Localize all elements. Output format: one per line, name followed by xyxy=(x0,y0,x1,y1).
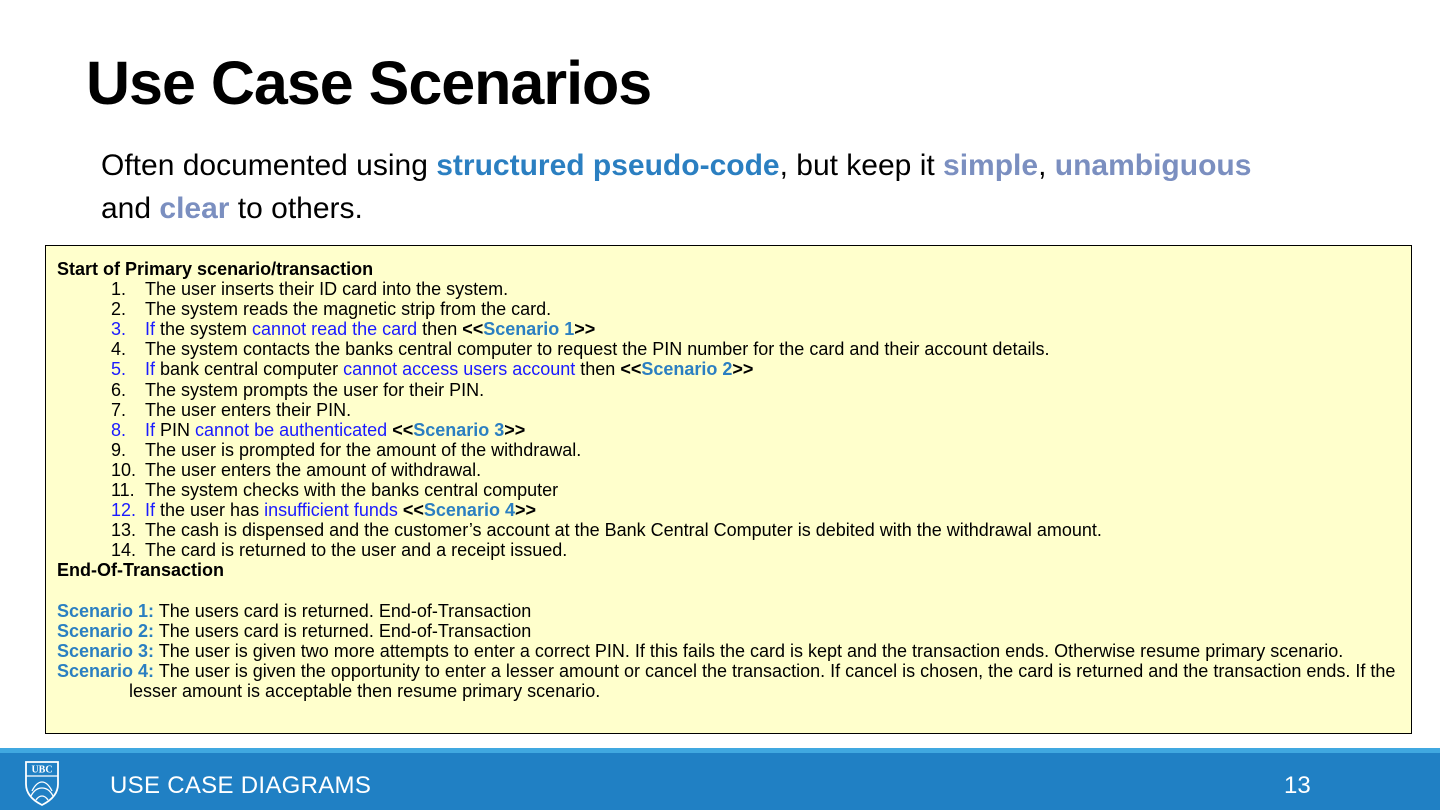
scenario-text: The users card is returned. End-of-Transaction xyxy=(154,620,532,641)
step-text: The user enters their PIN. xyxy=(145,399,352,420)
scenario-step xyxy=(57,279,1400,299)
scenario-step xyxy=(57,299,1400,319)
step-number: 9. xyxy=(111,439,127,460)
scenario-step xyxy=(57,400,1400,420)
step-if: If xyxy=(145,319,156,340)
step-condition: cannot access users account xyxy=(343,359,576,380)
step-text: bank central computer xyxy=(155,359,344,380)
scenario-reference: Scenario 4 xyxy=(423,500,515,521)
step-text: PIN xyxy=(155,419,196,440)
scenario-step-conditional xyxy=(57,420,1400,440)
scenario-step xyxy=(57,520,1400,540)
scenario-step-conditional xyxy=(57,500,1400,520)
step-number: 5. xyxy=(111,359,127,380)
ref-bracket: >> xyxy=(514,500,536,521)
step-text: The user is prompted for the amount of the withdrawal. xyxy=(145,439,582,460)
step-if: If xyxy=(145,500,156,521)
ref-bracket: >> xyxy=(504,419,526,440)
subtitle-text: , xyxy=(1038,149,1055,182)
step-text: The card is returned to the user and a receipt issued. xyxy=(145,540,568,561)
scenario-step xyxy=(57,339,1400,359)
scenario-text: The user is given two more attempts to enter a correct PIN. If this fails the card is kept and the transaction ends. Otherwise resume primary scenario. xyxy=(154,640,1344,661)
step-number: 10. xyxy=(111,459,137,480)
step-number: 14. xyxy=(111,540,137,561)
step-condition: cannot read the card xyxy=(252,319,418,340)
scenario-box xyxy=(45,245,1412,734)
ubc-crest-icon xyxy=(24,760,60,806)
alternate-scenario xyxy=(57,661,1400,701)
scenario-label: Scenario 2: xyxy=(57,620,155,641)
step-condition: cannot be authenticated xyxy=(195,419,388,440)
step-number: 13. xyxy=(111,520,137,541)
ref-bracket: >> xyxy=(732,359,754,380)
step-number: 3. xyxy=(111,319,127,340)
step-condition: insufficient funds xyxy=(264,500,398,521)
scenario-reference: Scenario 3 xyxy=(413,419,505,440)
step-number: 7. xyxy=(111,399,127,420)
subtitle-text: to others. xyxy=(229,192,363,225)
step-number: 12. xyxy=(111,500,137,521)
step-number: 8. xyxy=(111,419,127,440)
ref-bracket: << xyxy=(620,359,642,380)
subtitle-highlight: simple xyxy=(943,149,1039,182)
alternate-scenario xyxy=(57,621,1400,641)
footer-section-title: USE CASE DIAGRAMS xyxy=(110,772,372,799)
step-text: The user inserts their ID card into the system. xyxy=(145,279,509,300)
scenario-step xyxy=(57,480,1400,500)
ref-bracket: << xyxy=(462,319,484,340)
scenario-reference: Scenario 2 xyxy=(641,359,733,380)
scenario-step xyxy=(57,440,1400,460)
step-text: then xyxy=(417,319,463,340)
step-number: 2. xyxy=(111,299,127,320)
ref-bracket: << xyxy=(392,419,414,440)
step-text: The user enters the amount of withdrawal. xyxy=(145,459,482,480)
primary-scenario-end: End-Of-Transaction xyxy=(57,560,225,581)
step-text: The system contacts the banks central computer to request the PIN number for the card and their account details. xyxy=(145,339,1050,360)
slide-title: Use Case Scenarios xyxy=(86,49,652,117)
subtitle-text: , but keep it xyxy=(779,149,944,182)
page-number: 13 xyxy=(1284,772,1311,799)
subtitle-highlight: clear xyxy=(159,192,230,225)
alternate-scenario xyxy=(57,641,1400,661)
ref-bracket: << xyxy=(402,500,424,521)
alternate-scenario xyxy=(57,601,1400,621)
scenario-step-conditional xyxy=(57,319,1400,339)
step-text: The system checks with the banks central computer xyxy=(145,480,559,501)
step-if: If xyxy=(145,359,156,380)
step-if: If xyxy=(145,419,156,440)
step-text: the system xyxy=(155,319,253,340)
subtitle-highlight: structured pseudo-code xyxy=(436,149,780,182)
step-text: The system reads the magnetic strip from the card. xyxy=(145,299,552,320)
scenario-step xyxy=(57,460,1400,480)
scenario-step xyxy=(57,380,1400,400)
subtitle-highlight: unambiguous xyxy=(1054,149,1252,182)
step-number: 11. xyxy=(111,480,135,501)
subtitle-text: and xyxy=(101,192,160,225)
step-text: then xyxy=(575,359,621,380)
step-text: The system prompts the user for their PIN. xyxy=(145,379,485,400)
scenario-text: The user is given the opportunity to enter a lesser amount or cancel the transaction. If cancel is chosen, the card is returned and the transaction ends. If the lesser amount is acceptable then resume primary scenario. xyxy=(129,660,1396,701)
step-number: 4. xyxy=(111,339,127,360)
footer-bar xyxy=(0,753,1440,810)
step-number: 1. xyxy=(111,279,127,300)
step-text: the user has xyxy=(155,500,265,521)
scenario-label: Scenario 4: xyxy=(57,660,155,681)
scenario-reference: Scenario 1 xyxy=(483,319,575,340)
scenario-label: Scenario 1: xyxy=(57,600,155,621)
subtitle-text: Often documented using xyxy=(101,149,437,182)
crest-lettering: UBC xyxy=(31,764,53,776)
step-text: The cash is dispensed and the customer’s account at the Bank Central Computer is debited with the withdrawal amount. xyxy=(145,520,1102,541)
step-number: 6. xyxy=(111,379,127,400)
scenario-text: The users card is returned. End-of-Transaction xyxy=(154,600,532,621)
slide-subtitle xyxy=(101,144,1361,230)
spacer xyxy=(57,581,1400,601)
scenario-label: Scenario 3: xyxy=(57,640,155,661)
primary-scenario-start: Start of Primary scenario/transaction xyxy=(57,259,374,279)
scenario-step xyxy=(57,540,1400,560)
ref-bracket: >> xyxy=(574,319,596,340)
scenario-step-conditional xyxy=(57,359,1400,379)
